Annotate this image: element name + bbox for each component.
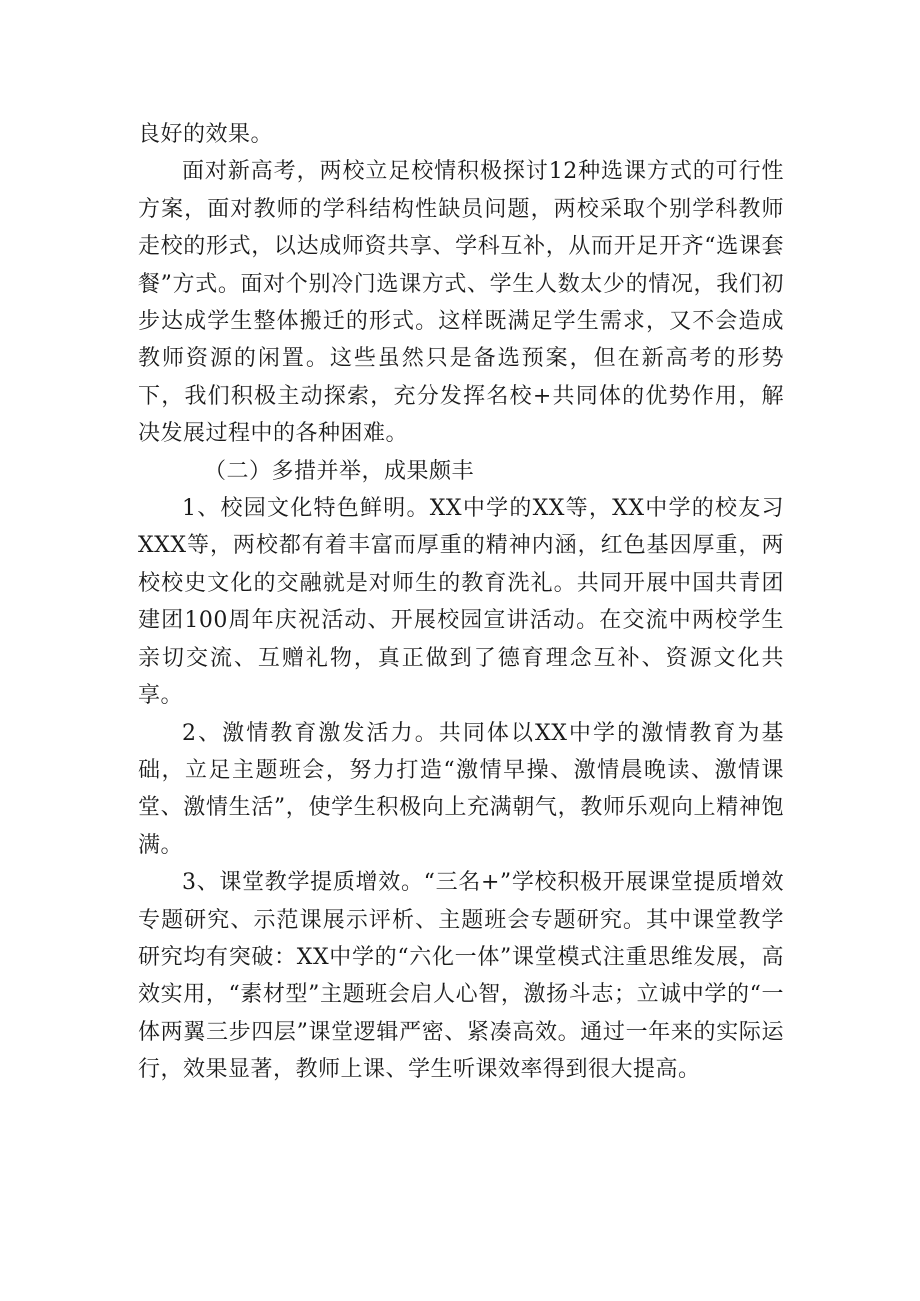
section-heading: （二）多措并举，成果颇丰 [204,458,475,484]
document-body [138,116,784,1089]
paragraph-continuation: 良好的效果。 [138,122,274,147]
paragraph-classroom-teaching: 3、课堂教学提质增效。“三名+”学校积极开展课堂提质增效专题研究、示范课展示评析、主题班会专题研究。其中课堂教学研究均有突破：XX中学的“六化一体”课堂模式注重思维发展，高效实用，“素材型”主题班会启人心智，激扬斗志；立诚中学的“一体两翼三步四层”课堂逻辑严密、紧凑高效。通过一年来的实际运行，效果显著，教师上课、学生听课效率得到很大提高。 [138,870,784,1083]
paragraph-campus-culture: 1、校园文化特色鲜明。XX中学的XX等，XX中学的校友习XXX等，两校都有着丰富而厚重的精神内涵，红色基因厚重，两校校史文化的交融就是对师生的教育洗礼。共同开展中国共青团建团100周年庆祝活动、开展校园宣讲活动。在交流中两校学生亲切交流、互赠礼物，真正做到了德育理念互补、资源文化共享。 [138,496,784,709]
paragraph-new-gaokao: 面对新高考，两校立足校情积极探讨12种选课方式的可行性方案，面对教师的学科结构性缺员问题，两校采取个别学科教师走校的形式，以达成师资共享、学科互补，从而开足开齐“选课套餐”方式。面对个别冷门选课方式、学生人数太少的情况，我们初步达成学生整体搬迁的形式。这样既满足学生需求，又不会造成教师资源的闲置。这些虽然只是备选预案，但在新高考的形势下，我们积极主动探索，充分发挥名校+共同体的优势作用，解决发展过程中的各种困难。 [138,159,784,447]
paragraph-passion-education: 2、激情教育激发活力。共同体以XX中学的激情教育为基础，立足主题班会，努力打造“激情早操、激情晨晚读、激情课堂、激情生活”，使学生积极向上充满朝气，教师乐观向上精神饱满。 [138,720,784,858]
